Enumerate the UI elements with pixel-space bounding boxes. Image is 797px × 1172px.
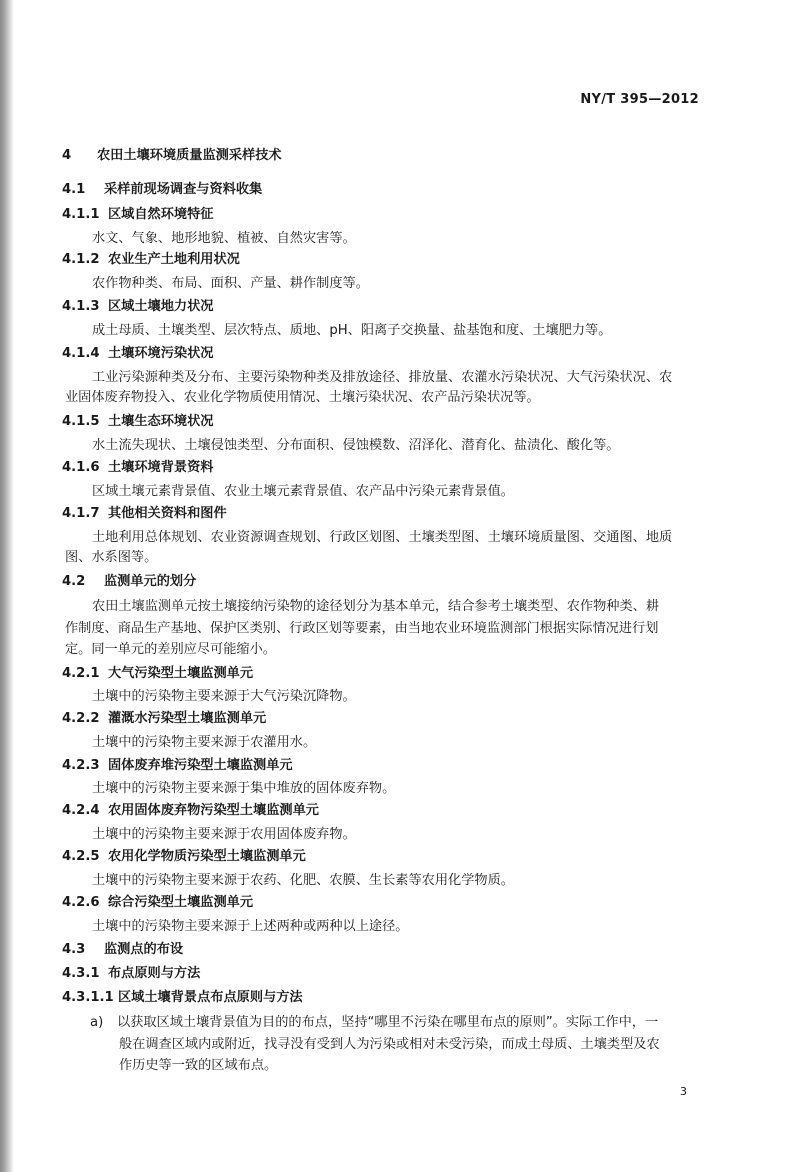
section-number: 4.3.1 xyxy=(62,966,100,981)
section-number: 4.2.2 xyxy=(62,711,100,726)
paragraph-line: 工业污染源种类及分布、主要污染物种类及排放途径、排放量、农灌水污染状况、大气污染状况、农 xyxy=(92,370,673,385)
heading-4-3 xyxy=(62,942,712,957)
section-title: 区域土壤地力状况 xyxy=(108,299,214,314)
section-number: 4.2.4 xyxy=(62,803,100,818)
section-title: 采样前现场调查与资料收集 xyxy=(104,182,263,197)
heading-4-2-1 xyxy=(62,666,712,681)
section-number: 4.2.1 xyxy=(62,666,100,681)
paragraph: 农作物种类、布局、面积、产量、耕作制度等。 xyxy=(92,276,369,291)
heading-4-1-1 xyxy=(62,207,712,222)
section-number: 4.1.5 xyxy=(62,414,100,429)
paragraph: 土壤中的污染物主要来源于农灌用水。 xyxy=(92,735,317,750)
page-number: 3 xyxy=(680,1085,687,1098)
section-title: 农业生产土地利用状况 xyxy=(108,252,240,267)
section-number: 4.3.1.1 xyxy=(62,990,114,1005)
list-item-line: 作历史等一致的区域布点。 xyxy=(119,1058,278,1073)
section-title: 固体废弃堆污染型土壤监测单元 xyxy=(108,758,293,773)
section-title: 土壤生态环境状况 xyxy=(108,414,214,429)
standard-code: NY/T 395—2012 xyxy=(580,92,699,107)
section-title: 灌溉水污染型土壤监测单元 xyxy=(108,711,267,726)
paragraph-line: 图、水系图等。 xyxy=(65,550,158,565)
section-number: 4.1.4 xyxy=(62,346,100,361)
list-item-a xyxy=(90,1015,740,1030)
section-title: 农用固体废弃物污染型土壤监测单元 xyxy=(108,803,319,818)
section-title: 区域土壤背景点布点原则与方法 xyxy=(118,990,303,1005)
paragraph-line: 作制度、商品生产基地、保护区类别、行政区划等要素，由当地农业环境监测部门根据实际情况进行划 xyxy=(65,621,659,636)
paragraph: 土壤中的污染物主要来源于农用固体废弃物。 xyxy=(92,827,356,842)
heading-4-1-4 xyxy=(62,346,712,361)
paragraph: 成土母质、土壤类型、层次特点、质地、pH、阳离子交换量、盐基饱和度、土壤肥力等。 xyxy=(92,323,612,338)
paragraph-line: 业固体废弃物投入、农业化学物质使用情况、土壤污染状况、农产品污染状况等。 xyxy=(65,390,540,405)
heading-4-2-3 xyxy=(62,758,712,773)
heading-4-1-3 xyxy=(62,299,712,314)
heading-4 xyxy=(62,148,712,163)
section-title: 布点原则与方法 xyxy=(108,966,201,981)
section-title: 区域自然环境特征 xyxy=(108,207,214,222)
section-number: 4.2.5 xyxy=(62,849,100,864)
heading-4-3-1 xyxy=(62,966,712,981)
heading-4-2-2 xyxy=(62,711,712,726)
list-marker: a) xyxy=(90,1015,104,1030)
heading-4-2-4 xyxy=(62,803,712,818)
section-number: 4.1.3 xyxy=(62,299,100,314)
section-title: 监测单元的划分 xyxy=(104,574,197,589)
heading-4-1 xyxy=(62,182,712,197)
paragraph: 土壤中的污染物主要来源于上述两种或两种以上途径。 xyxy=(92,919,409,934)
section-number: 4.2.3 xyxy=(62,758,100,773)
list-item-line: 般在调查区域内或附近，找寻没有受到人为污染或相对未受污染，而成土母质、土壤类型及农 xyxy=(119,1037,660,1052)
section-number: 4.1 xyxy=(62,182,86,197)
section-title: 综合污染型土壤监测单元 xyxy=(108,895,254,910)
section-number: 4.2 xyxy=(62,574,86,589)
paragraph: 区域土壤元素背景值、农业土壤元素背景值、农产品中污染元素背景值。 xyxy=(92,484,514,499)
heading-4-3-1-1 xyxy=(62,990,712,1005)
paragraph: 土壤中的污染物主要来源于集中堆放的固体废弃物。 xyxy=(92,781,396,796)
scan-edge-shadow xyxy=(0,0,14,1172)
section-title: 农田土壤环境质量监测采样技术 xyxy=(97,148,282,163)
section-title: 土壤环境污染状况 xyxy=(108,346,214,361)
section-number: 4.1.1 xyxy=(62,207,100,222)
paragraph: 土壤中的污染物主要来源于大气污染沉降物。 xyxy=(92,689,356,704)
section-number: 4.1.6 xyxy=(62,460,100,475)
section-number: 4.1.7 xyxy=(62,506,100,521)
heading-4-1-5 xyxy=(62,414,712,429)
paragraph: 水土流失现状、土壤侵蚀类型、分布面积、侵蚀模数、沼泽化、潜育化、盐渍化、酸化等。 xyxy=(92,438,620,453)
section-title: 其他相关资料和图件 xyxy=(108,506,227,521)
paragraph-line: 定。同一单元的差别应尽可能缩小。 xyxy=(65,642,276,657)
heading-4-2-6 xyxy=(62,895,712,910)
section-title: 土壤环境背景资料 xyxy=(108,460,214,475)
paragraph: 土壤中的污染物主要来源于农药、化肥、农膜、生长素等农用化学物质。 xyxy=(92,873,514,888)
section-title: 大气污染型土壤监测单元 xyxy=(108,666,254,681)
section-title: 监测点的布设 xyxy=(104,942,184,957)
section-number: 4 xyxy=(62,148,72,163)
heading-4-1-2 xyxy=(62,252,712,267)
heading-4-1-6 xyxy=(62,460,712,475)
paragraph-line: 农田土壤监测单元按土壤接纳污染物的途径划分为基本单元，结合参考土壤类型、农作物种类、耕 xyxy=(92,599,660,614)
list-item-text: 以获取区域土壤背景值为目的的布点，坚持“哪里不污染在哪里布点的原则”。实际工作中，一 xyxy=(117,1015,659,1030)
paragraph: 水文、气象、地形地貌、植被、自然灾害等。 xyxy=(92,231,356,246)
heading-4-1-7 xyxy=(62,506,712,521)
section-number: 4.3 xyxy=(62,942,86,957)
paragraph-line: 土地利用总体规划、农业资源调查规划、行政区划图、土壤类型图、土壤环境质量图、交通图、地质 xyxy=(92,530,673,545)
heading-4-2 xyxy=(62,574,712,589)
section-number: 4.2.6 xyxy=(62,895,100,910)
section-title: 农用化学物质污染型土壤监测单元 xyxy=(108,849,306,864)
section-number: 4.1.2 xyxy=(62,252,100,267)
heading-4-2-5 xyxy=(62,849,712,864)
